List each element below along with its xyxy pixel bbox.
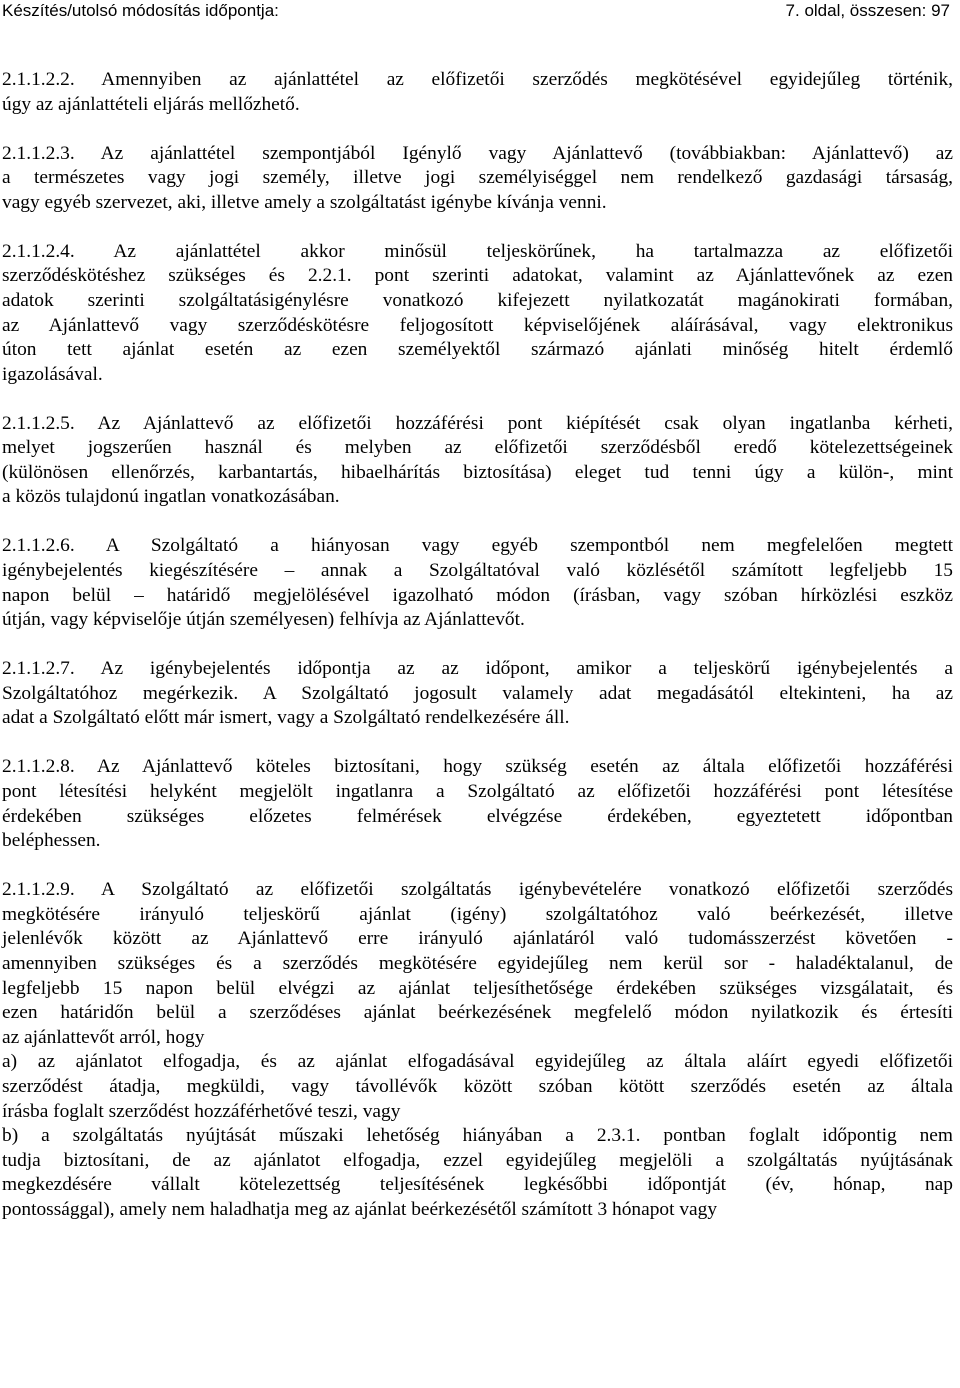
text-line: Szolgáltatóhoz megérkezik. A Szolgáltató jogosult valamely adat megadásától eltekinteni, ha az <box>2 682 953 704</box>
text-line: pont létesítési helyként megjelölt ingatlanra a Szolgáltató az előfizetői hozzáférési pont létesítése <box>2 781 953 802</box>
text-line: a) az ajánlatot elfogadja, és az ajánlat elfogadásával egyidejűleg az általa aláírt egyedi előfizetői <box>2 1051 953 1073</box>
text-line: az Ajánlattevő vagy szerződéskötésre feljogosított képviselőjének aláírásával, vagy elektronikus <box>2 314 953 336</box>
paragraph-2-1-1-2-3 <box>2 142 953 216</box>
header-timestamp-label: Készítés/utolsó módosítás időpontja: <box>2 1 279 20</box>
text-line: (különösen ellenőrzés, karbantartás, hibaelhárítás biztosítása) eleget tud tenni úgy a külön-, mint <box>2 461 953 483</box>
text-line: a természetes vagy jogi személy, illetve jogi személyiséggel nem rendelkező gazdasági társaság, <box>2 167 953 189</box>
text-line: tudja biztosítani, de az ajánlatot elfogadja, ezzel egyidejűleg megjelöli a szolgáltatás nyújtásának <box>2 1149 953 1171</box>
text-line: adat a Szolgáltató előtt már ismert, vagy a Szolgáltató rendelkezésére áll. <box>2 707 570 729</box>
paragraph-2-1-1-2-6 <box>2 534 953 632</box>
text-line: b) a szolgáltatás nyújtását műszaki lehetőség hiányában a 2.3.1. pontban foglalt időpontig nem <box>2 1125 953 1147</box>
paragraph-2-1-1-2-5 <box>2 412 953 510</box>
text-line: az ajánlattevőt arról, hogy <box>2 1026 205 1048</box>
text-line: szerződést átadja, megküldi, vagy távollévők között szóban kötött szerződés esetén az általa <box>2 1075 953 1097</box>
text-line: megkezdésére vállalt kötelezettség teljesítésének legkésőbbi időpontját (év, hónap, nap <box>2 1174 953 1196</box>
paragraph-2-1-1-2-2 <box>2 68 953 117</box>
text-line: szerződéskötéshez szükséges és 2.2.1. pont szerinti adatokat, valamint az Ajánlattevőnek az ezen <box>2 265 953 287</box>
text-line: jelenlévők között az Ajánlattevő erre irányuló ajánlatáról való tudomásszerzést követően - <box>2 928 953 950</box>
paragraph-2-1-1-2-8 <box>2 755 953 853</box>
text-line: melyet jogszerűen használ és melyben az előfizetői szerződésből eredő kötelezettségeinek <box>2 437 953 459</box>
text-line: 2.1.1.2.7. Az igénybejelentés időpontja az az időpont, amikor a teljeskörű igénybejelentés a <box>2 658 953 680</box>
paragraph-2-1-1-2-4 <box>2 240 953 388</box>
text-line: ezen határidőn belül a szerződéses ajánlat beérkezésének megfelelő módon nyilatkozik és értesíti <box>2 1002 953 1024</box>
text-line: igazolásával. <box>2 363 103 385</box>
text-line: 2.1.1.2.2. Amennyiben az ajánlattétel az előfizetői szerződés megkötésével egyidejűleg történik, <box>2 69 953 90</box>
text-line: a közös tulajdonú ingatlan vonatkozásában. <box>2 486 340 508</box>
text-line: amennyiben szükséges és a szerződés megkötésére egyidejűleg nem kerül sor - haladéktalanul, de <box>2 952 953 974</box>
text-line: 2.1.1.2.4. Az ajánlattétel akkor minősül teljeskörűnek, ha tartalmazza az előfizetői <box>2 240 953 262</box>
text-line: 2.1.1.2.5. Az Ajánlattevő az előfizetői hozzáférési pont kiépítését csak olyan ingatlanba kérheti, <box>2 412 953 434</box>
text-line: 2.1.1.2.8. Az Ajánlattevő köteles biztosítani, hogy szükség esetén az általa előfizetői hozzáférési <box>2 756 953 778</box>
text-line: úton tett ajánlat esetén az ezen személyektől származó ajánlati minőség hitelt érdemlő <box>2 339 953 361</box>
text-line: pontossággal), amely nem haladhatja meg az ajánlat beérkezésétől számított 3 hónapot vagy <box>2 1198 718 1220</box>
page-header <box>2 0 950 22</box>
header-page-number: 7. oldal, összesen: 97 <box>785 1 950 20</box>
text-line: legfeljebb 15 napon belül elvégzi az ajánlat teljesíthetősége érdekében szükséges vizsgálatait, és <box>2 977 953 999</box>
text-line: 2.1.1.2.9. A Szolgáltató az előfizetői szolgáltatás igénybevételére vonatkozó előfizetői szerződés <box>2 879 953 901</box>
text-line: napon belül – határidő megjelölésével igazolható módon (írásban, vagy szóban hírközlési eszköz <box>2 584 953 606</box>
text-line: érdekében szükséges előzetes felmérések elvégzése érdekében, egyeztetett időpontban <box>2 805 953 827</box>
text-line: megkötésére irányuló teljeskörű ajánlat (igény) szolgáltatóhoz való beérkezését, illetve <box>2 903 953 925</box>
text-line: igénybejelentés kiegészítésére – annak a Szolgáltatóval való közlésétől számított legfeljebb 15 <box>2 560 953 582</box>
text-line: 2.1.1.2.6. A Szolgáltató a hiányosan vagy egyéb szempontból nem megfelelően megtett <box>2 535 953 557</box>
text-line: írásba foglalt szerződést hozzáférhetővé teszi, vagy <box>2 1100 401 1122</box>
text-line: úgy az ajánlattételi eljárás mellőzhető. <box>2 93 300 115</box>
text-line: beléphessen. <box>2 830 101 852</box>
document-body <box>2 68 953 1247</box>
paragraph-2-1-1-2-7 <box>2 657 953 731</box>
paragraph-2-1-1-2-9 <box>2 878 953 1222</box>
text-line: 2.1.1.2.3. Az ajánlattétel szempontjából Igénylő vagy Ajánlattevő (továbbiakban: Ajánlattevő) az <box>2 142 953 164</box>
text-line: útján, vagy képviselője útján személyesen) felhívja az Ajánlattevőt. <box>2 609 525 631</box>
text-line: vagy egyéb szervezet, aki, illetve amely a szolgáltatást igénybe kívánja venni. <box>2 191 607 213</box>
text-line: adatok szerinti szolgáltatásigénylésre vonatkozó kifejezett nyilatkozatát magánokirati formában, <box>2 289 953 311</box>
